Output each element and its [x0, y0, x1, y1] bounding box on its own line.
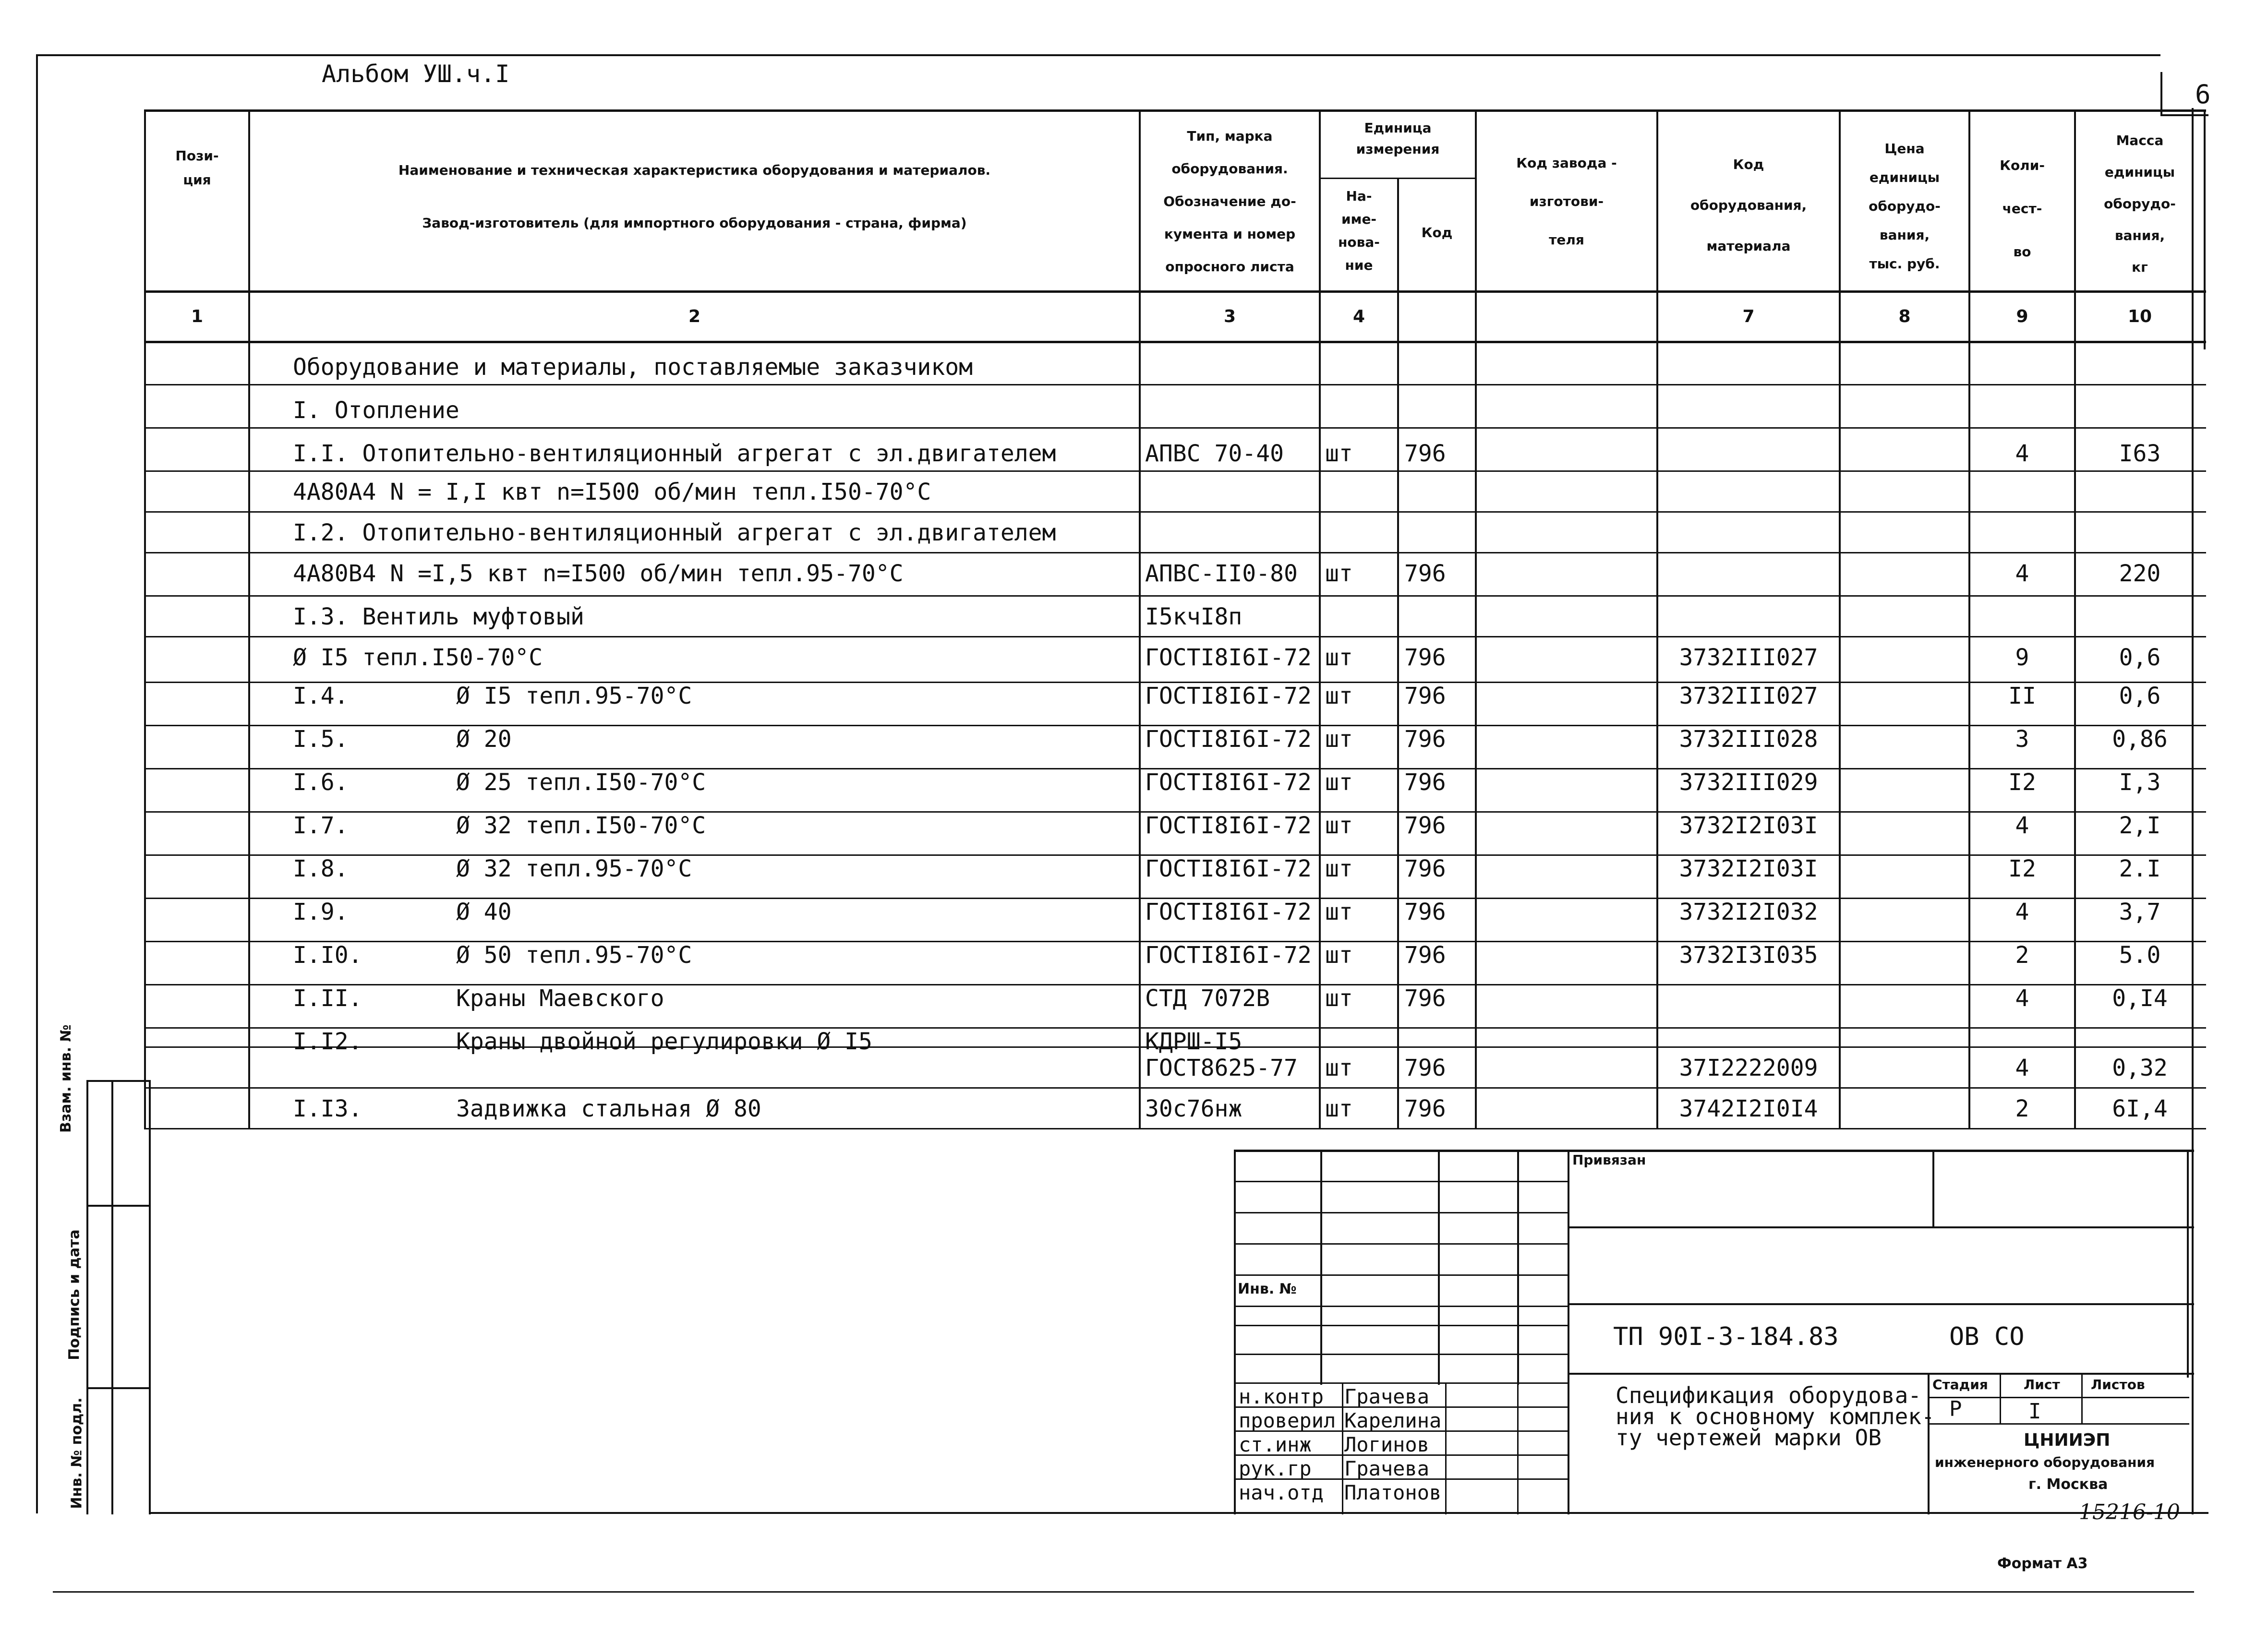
- sheet-number: 6: [2195, 79, 2211, 109]
- row-8-type: ГОСТI8I6I-72: [1145, 644, 1312, 671]
- row-13-code: 796: [1404, 855, 1446, 882]
- row-12-name: Ø 32 тепл.I50-70°C: [456, 812, 706, 839]
- stamp-sheets-label: Листов: [2091, 1377, 2145, 1392]
- row-7-name: I.3. Вентиль муфтовый: [293, 603, 584, 630]
- row-13-type: ГОСТI8I6I-72: [1145, 855, 1312, 882]
- row-18-unit: шт: [1325, 1055, 1353, 1081]
- row-16-type: СТД 7072В: [1145, 985, 1270, 1012]
- row-11-mass: I,3: [2119, 769, 2161, 796]
- row-13-pos: I.8.: [293, 855, 349, 882]
- row-8-code: 796: [1404, 644, 1446, 671]
- stamp-doc-code: ТП 90I-3-184.83: [1613, 1322, 1839, 1351]
- stamp-title: Спецификация оборудова- ния к основному комплек- ту чертежей марки ОВ: [1616, 1382, 1935, 1451]
- row-18-type: ГОСТ8625-77: [1145, 1055, 1298, 1081]
- header-name: Наименование и техническая характеристика оборудования и материалов.: [398, 162, 991, 178]
- row-6-name: 4А80В4 N =I,5 квт n=I500 об/мин тепл.95-70°C: [293, 560, 904, 587]
- row-15-mass: 5.0: [2119, 942, 2161, 969]
- header-type: Тип, марка оборудования. Обозначение до- кумента и номер опросного листа: [1163, 128, 1296, 275]
- row-11-equip: 3732III029: [1679, 769, 1818, 796]
- row-15-unit: шт: [1325, 942, 1353, 969]
- row-12-qty: 4: [2015, 812, 2029, 839]
- colnum-1: 1: [191, 307, 204, 326]
- row-12-equip: 3732I2I03I: [1679, 812, 1818, 839]
- side-label-orig-inv: Инв. № подл.: [68, 1397, 85, 1509]
- side-label-replace-inv: Взам. инв. №: [58, 1024, 74, 1133]
- signatory-role-5: нач.отд: [1239, 1481, 1324, 1504]
- row-9-name: Ø I5 тепл.95-70°C: [456, 683, 692, 709]
- row-17-name: Краны двойной регулировки Ø I5: [456, 1028, 872, 1055]
- hand-note: 15216-10: [2079, 1500, 2180, 1524]
- row-16-mass: 0,I4: [2112, 985, 2168, 1012]
- header-position: Пози- ция: [175, 148, 219, 188]
- row-11-name: Ø 25 тепл.I50-70°C: [456, 769, 706, 796]
- row-14-mass: 3,7: [2119, 899, 2161, 925]
- side-label-sign-date: Подпись и дата: [66, 1229, 83, 1360]
- header-unit-name: На- име- нова- ние: [1338, 188, 1380, 273]
- stamp-org-1: ЦНИИЭП: [2024, 1430, 2111, 1450]
- row-10-pos: I.5.: [293, 726, 349, 753]
- row-15-equip: 3732I3I035: [1679, 942, 1818, 969]
- row-12-unit: шт: [1325, 812, 1353, 839]
- row-12-code: 796: [1404, 812, 1446, 839]
- row-9-unit: шт: [1325, 683, 1353, 709]
- row-19-type: 30с76нж: [1145, 1095, 1243, 1122]
- frame-left: [36, 54, 38, 1513]
- row-19-qty: 2: [2015, 1095, 2029, 1122]
- page-bottom-line: [53, 1591, 2194, 1593]
- row-10-unit: шт: [1325, 726, 1353, 753]
- row-10-mass: 0,86: [2112, 726, 2168, 753]
- row-8-equip: 3732III027: [1679, 644, 1818, 671]
- row-9-mass: 0,6: [2119, 683, 2161, 709]
- signatory-name-3: Логинов: [1344, 1433, 1430, 1456]
- signatory-name-2: Карелина: [1344, 1409, 1442, 1432]
- row-3-unit: шт: [1325, 440, 1353, 467]
- signatory-role-4: рук.гр: [1239, 1457, 1312, 1480]
- colnum-7: 7: [1742, 307, 1755, 326]
- row-13-qty: I2: [2008, 855, 2036, 882]
- colnum-9: 9: [2016, 307, 2028, 326]
- row-15-pos: I.I0.: [293, 942, 362, 969]
- row-15-name: Ø 50 тепл.95-70°C: [456, 942, 692, 969]
- header-plant-code: Код завода - изготови- теля: [1516, 155, 1617, 248]
- row-11-qty: I2: [2008, 769, 2036, 796]
- header-manufacturer: Завод-изготовитель (для импортного оборудования - страна, фирма): [422, 215, 967, 231]
- row-17-type: КДРШ-I5: [1145, 1028, 1243, 1055]
- row-6-unit: шт: [1325, 560, 1353, 587]
- row-19-name: Задвижка стальная Ø 80: [456, 1095, 761, 1122]
- row-8-unit: шт: [1325, 644, 1353, 671]
- row-18-mass: 0,32: [2112, 1055, 2168, 1081]
- header-price: Цена единицы оборудо- вания, тыс. руб.: [1869, 141, 1941, 272]
- row-11-type: ГОСТI8I6I-72: [1145, 769, 1312, 796]
- row-12-mass: 2,I: [2119, 812, 2161, 839]
- signatory-role-2: проверил: [1239, 1409, 1336, 1432]
- row-11-code: 796: [1404, 769, 1446, 796]
- stamp-sheet: I: [2028, 1399, 2041, 1424]
- row-18-code: 796: [1404, 1055, 1446, 1081]
- row-12-type: ГОСТI8I6I-72: [1145, 812, 1312, 839]
- frame-bottom: [149, 1512, 2208, 1514]
- signatory-role-3: ст.инж: [1239, 1433, 1312, 1456]
- row-9-type: ГОСТI8I6I-72: [1145, 683, 1312, 709]
- row-9-equip: 3732III027: [1679, 683, 1818, 709]
- row-7-type: I5кчI8п: [1145, 603, 1243, 630]
- sheet-box-left: [2160, 72, 2162, 115]
- colnum-4: 4: [1352, 307, 1365, 326]
- row-3-type: АПВС 70-40: [1145, 440, 1284, 467]
- row-3-code: 796: [1404, 440, 1446, 467]
- row-17-pos: I.I2.: [293, 1028, 362, 1055]
- album-title: Альбом УШ.ч.I: [322, 60, 510, 88]
- frame-top: [36, 54, 2160, 56]
- stamp-mark: ОВ СО: [1949, 1322, 2025, 1351]
- stamp-org-2: инженерного оборудования: [1935, 1454, 2155, 1470]
- row-15-type: ГОСТI8I6I-72: [1145, 942, 1312, 969]
- row-8-mass: 0,6: [2119, 644, 2161, 671]
- row-14-type: ГОСТI8I6I-72: [1145, 899, 1312, 925]
- row-19-mass: 6I,4: [2112, 1095, 2168, 1122]
- signatory-name-1: Грачева: [1344, 1385, 1430, 1408]
- row-18-qty: 4: [2015, 1055, 2029, 1081]
- row-14-code: 796: [1404, 899, 1446, 925]
- row-14-name: Ø 40: [456, 899, 512, 925]
- stamp-stage-label: Стадия: [1932, 1377, 1988, 1392]
- header-mass: Масса единицы оборудо- вания, кг: [2104, 132, 2176, 275]
- sheet-box-bottom: [2160, 114, 2208, 116]
- row-15-code: 796: [1404, 942, 1446, 969]
- row-16-pos: I.II.: [293, 985, 362, 1012]
- row-9-pos: I.4.: [293, 683, 349, 709]
- row-10-name: Ø 20: [456, 726, 512, 753]
- row-9-qty: II: [2008, 683, 2036, 709]
- row-8-name: Ø I5 тепл.I50-70°C: [293, 644, 543, 671]
- row-16-name: Краны Маевского: [456, 985, 664, 1012]
- row-6-code: 796: [1404, 560, 1446, 587]
- signatory-name-4: Грачева: [1344, 1457, 1430, 1480]
- row-11-unit: шт: [1325, 769, 1353, 796]
- row-8-qty: 9: [2015, 644, 2029, 671]
- row-13-equip: 3732I2I03I: [1679, 855, 1818, 882]
- row-13-name: Ø 32 тепл.95-70°C: [456, 855, 692, 882]
- signatory-name-5: Платонов: [1344, 1481, 1442, 1504]
- row-19-code: 796: [1404, 1095, 1446, 1122]
- row-11-pos: I.6.: [293, 769, 349, 796]
- header-unit: Единица измерения: [1356, 120, 1440, 157]
- row-19-unit: шт: [1325, 1095, 1353, 1122]
- row-19-pos: I.I3.: [293, 1095, 362, 1122]
- row-3-qty: 4: [2015, 440, 2029, 467]
- row-4-name: 4А80А4 N = I,I квт n=I500 об/мин тепл.I50-70°C: [293, 479, 931, 505]
- row-3-mass: I63: [2119, 440, 2161, 467]
- row-6-mass: 220: [2119, 560, 2161, 587]
- row-14-pos: I.9.: [293, 899, 349, 925]
- colnum-2: 2: [688, 307, 701, 326]
- row-6-qty: 4: [2015, 560, 2029, 587]
- row-12-pos: I.7.: [293, 812, 349, 839]
- row-10-equip: 3732III028: [1679, 726, 1818, 753]
- header-unit-code: Код: [1421, 225, 1453, 240]
- format-label: Формат А3: [1997, 1555, 2088, 1572]
- stamp-stage: Р: [1949, 1397, 1962, 1421]
- header-quantity: Коли- чест- во: [2000, 157, 2045, 260]
- row-5-name: I.2. Отопительно-вентиляционный агрегат с эл.двигателем: [293, 519, 1056, 546]
- row-10-qty: 3: [2015, 726, 2029, 753]
- row-16-code: 796: [1404, 985, 1446, 1012]
- colnum-8: 8: [1898, 307, 1911, 326]
- row-14-unit: шт: [1325, 899, 1353, 925]
- stamp-org-3: г. Москва: [2028, 1476, 2108, 1493]
- row-13-mass: 2.I: [2119, 855, 2161, 882]
- signatory-role-1: н.контр: [1239, 1385, 1324, 1408]
- row-10-type: ГОСТI8I6I-72: [1145, 726, 1312, 753]
- row-9-code: 796: [1404, 683, 1446, 709]
- colnum-10: 10: [2127, 307, 2152, 326]
- stamp-privyazan: Привязан: [1572, 1152, 1646, 1168]
- row-16-qty: 4: [2015, 985, 2029, 1012]
- row-6-type: АПВС-II0-80: [1145, 560, 1298, 587]
- header-equipment-code: Код оборудования, материала: [1690, 156, 1807, 254]
- row-1-name: Оборудование и материалы, поставляемые заказчиком: [293, 354, 973, 381]
- stamp-sheet-label: Лист: [2024, 1377, 2060, 1392]
- row-3-name: I.I. Отопительно-вентиляционный агрегат с эл.двигателем: [293, 440, 1056, 467]
- row-19-equip: 3742I2I0I4: [1679, 1095, 1818, 1122]
- row-18-equip: 37I2222009: [1679, 1055, 1818, 1081]
- row-2-name: I. Отопление: [293, 397, 459, 424]
- row-14-qty: 4: [2015, 899, 2029, 925]
- row-16-unit: шт: [1325, 985, 1353, 1012]
- row-10-code: 796: [1404, 726, 1446, 753]
- row-14-equip: 3732I2I032: [1679, 899, 1818, 925]
- colnum-3: 3: [1223, 307, 1236, 326]
- row-15-qty: 2: [2015, 942, 2029, 969]
- stamp-inv-no: Инв. №: [1238, 1281, 1297, 1297]
- row-13-unit: шт: [1325, 855, 1353, 882]
